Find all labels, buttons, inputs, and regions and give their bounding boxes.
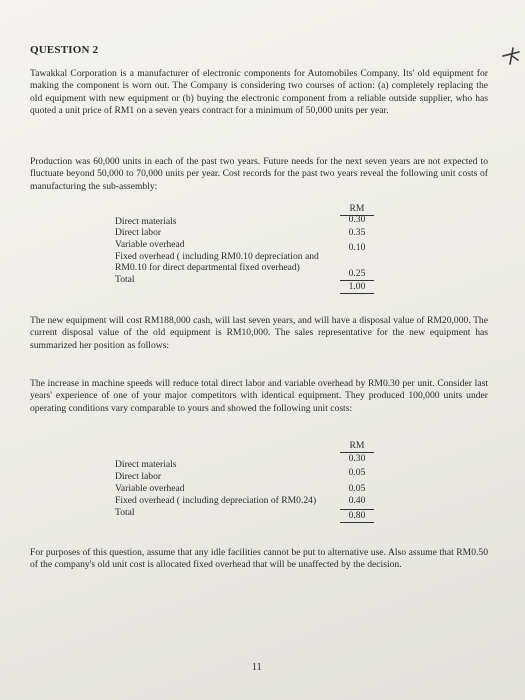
table1-header: RM [340,203,374,216]
table1-row-label: Fixed overhead ( including RM0.10 depreciation and [115,251,319,262]
table2-row-value: 0.05 [348,467,366,478]
table2-total-label: Total [115,507,135,518]
table1-row-value: 0.10 [348,242,366,253]
table2-row-label: Direct labor [115,471,162,482]
intro-paragraph: Tawakkal Corporation is a manufacturer of electronic components for Automobiles Company. Its' old equipment for making the component is worn out. The Company is considering two courses of action: (a) completely replacing the old equipment with new equipment or (b) buying the electronic component from a reliable outside supplier, who has quoted a unit price of RM1 on a seven years contract for a minimum of 50,000 units per year. [30,68,488,117]
table1-row-label: Direct materials [115,216,177,227]
table1-row-value: 0.35 [348,227,366,238]
table2-row-value: 0.30 [348,453,366,464]
table1-total-label: Total [115,274,135,285]
table2-row-label: Fixed overhead ( including depreciation of RM0.24) [115,495,317,506]
table1-row-label: Direct labor [115,227,162,238]
table1-row-label: RM0.10 for direct departmental fixed overhead) [115,262,300,273]
table2-row-label: Variable overhead [115,483,185,494]
question-heading: QUESTION 2 [30,44,99,56]
table1-row-label: Variable overhead [115,239,185,250]
table2-row-value: 0.05 [348,483,366,494]
table1-row-value: 0.30 [348,214,366,225]
table2-row-label: Direct materials [115,459,177,470]
table2-header: RM [340,440,374,453]
competitor-unit-cost-table [115,440,395,536]
table2-row-value: 0.40 [348,495,366,506]
table1-total-value: 1.00 [340,280,374,294]
table1-row-value: 0.25 [348,268,366,279]
new-equipment-paragraph: The new equipment will cost RM188,000 cash, will last seven years, and will have a disposal value of RM20,000. The current disposal value of the old equipment is RM10,000. The sales representative for the new equipment has summarized her position as follows: [30,315,488,351]
table2-total-value: 0.80 [340,509,374,523]
assumptions-paragraph: For purposes of this question, assume that any idle facilities cannot be put to alternative use. Also assume that RM0.50 of the company's old unit cost is allocated fixed overhead that will be unaffected by the decision. [30,547,488,571]
page-number: 11 [252,662,262,673]
competitor-paragraph: The increase in machine speeds will reduce total direct labor and variable overhead by RM0.30 per unit. Consider last years' experience of one of your major competitors with identical equipment. They produced 100,000 units under operating conditions vary comparable to yours and showed the following unit costs: [30,378,488,414]
production-paragraph: Production was 60,000 units in each of the past two years. Future needs for the next seven years are not expected to fluctuate beyond 50,000 to 70,000 units per year. Cost records for the past two years reveal the following unit costs of manufacturing the sub-assembly: [30,156,488,192]
old-unit-cost-table [115,203,395,303]
pen-mark-icon [500,46,522,71]
